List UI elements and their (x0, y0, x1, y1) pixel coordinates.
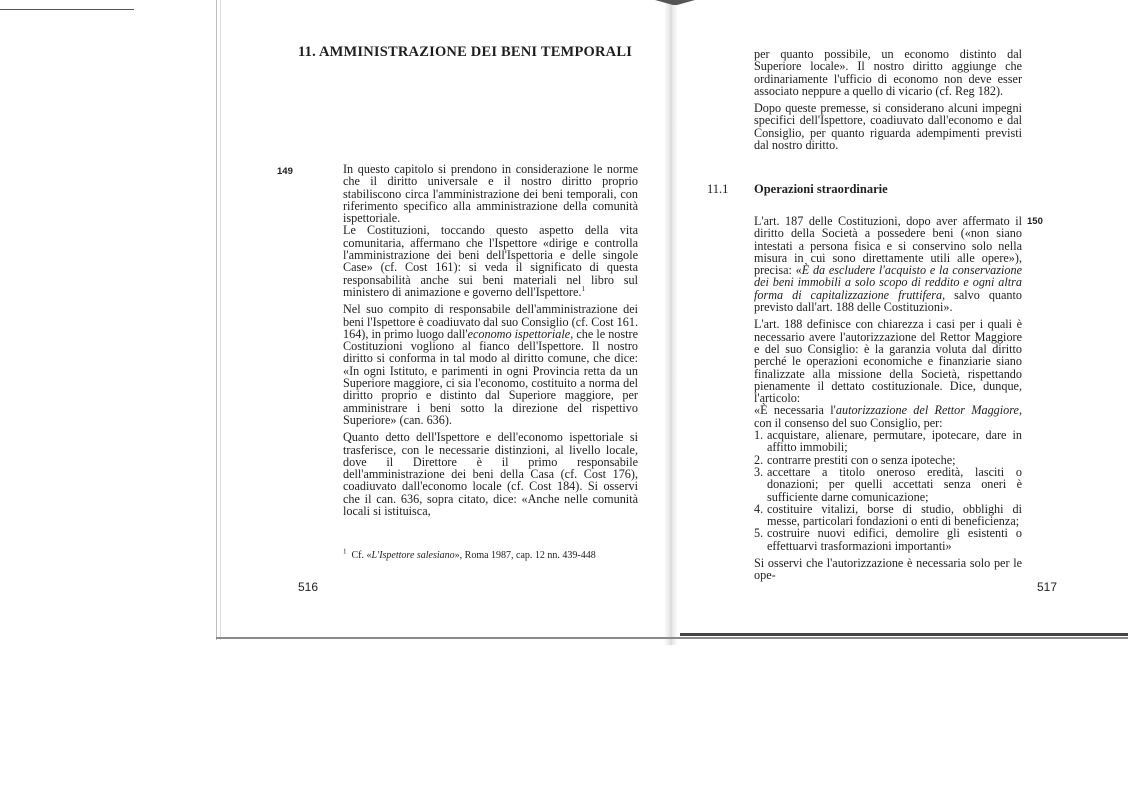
book-gutter (664, 0, 678, 645)
paragraph: In questo capitolo si prendono in considerazione le norme che il diritto universale e il nostro diritto proprio stabiliscono circa l'amministrazione dei beni temporali, con riferimento specifico alla amministrazione della comunità ispettoriale. (343, 162, 638, 226)
section-title: Operazioni straordinarie (754, 182, 888, 196)
scan-edge-line (0, 9, 134, 10)
quote-intro: «È necessaria l'autorizzazione del Rettor Maggiore, con il consenso del suo Consiglio, per: (754, 403, 1022, 430)
list-item: 5. costruire nuovi edifici, demolire gli esistenti o effettuarvi trasformazioni importanti» (754, 526, 1022, 553)
paragraph: Nel suo compito di responsabile dell'amministrazione dei beni l'Ispettore è coadiuvato dal suo Consiglio (cf. Cost 161. 164), in primo luogo dall'economo ispettoriale, che le nostre Costituzioni vogliono al fianco dell'Ispettore. Il nostro diritto si conforma in tal modo al diritto comune, che dice: «In ogni Istituto, e parimenti in ogni Provincia retta da un Superiore maggiore, ci sia l'economo, costituito a norma del diritto proprio e distinto dal Superiore maggiore, per amministrare i beni sotto la direzione del rispettivo Superiore» (can. 636). (343, 302, 638, 427)
gutter-shadow (655, 0, 695, 5)
paragraph: Dopo queste premesse, si considerano alcuni impegni specifici dell'Ispettore, coadiuvato dall'economo e dal Consiglio, per quanto riguarda adempimenti previsti dal nostro diritto. (754, 101, 1022, 153)
list-item: 4. costituire vitalizi, borse di studio, obblighi di messe, particolari fondazioni o enti di beneficienza; (754, 501, 1022, 529)
right-page-intro (754, 48, 1022, 156)
paragraph: per quanto possibile, un economo distinto dal Superiore locale». Il nostro diritto aggiunge che ordinariamente l'ufficio di economo non deve esser associato neppure a quello di vicario (cf. Reg 182). (754, 47, 1022, 98)
page-number-right: 517 (1037, 580, 1058, 594)
numbered-list (754, 429, 1022, 552)
footnote-marker: 1 (581, 284, 585, 293)
section-number: 11.1 (707, 182, 729, 196)
paragraph: L'art. 188 definisce con chiarezza i casi per i quali è necessario avere l'autorizzazione del Rettor Maggiore e del suo Consiglio: è la garanzia voluta dal diritto perché le operazioni economiche e finanziarie siano finalizzate alla missione della Società, rispettando pienamente il dettato costituzionale. Dice, dunque, l'articolo: (754, 317, 1022, 406)
right-page-body (754, 215, 1022, 587)
chapter-title: 11. AMMINISTRAZIONE DEI BENI TEMPORALI (298, 44, 633, 60)
page-number-left: 516 (298, 580, 319, 594)
paragraph: Quanto detto dell'Ispettore e dell'economo ispettoriale si trasferisce, con le necessarie distinzioni, al livello locale, dove il Direttore è il primo responsabile dell'amministrazione dei beni della Casa (cf. Cost 176), coadiuvato dall'economo locale (cf. Cost 184). Si osservi che il can. 636, sopra citato, dice: «Anche nelle comunità locali si istituisca, (343, 430, 638, 519)
list-item: 2. contrarre prestiti con o senza ipoteche; (754, 452, 956, 467)
paragraph: Si osservi che l'autorizzazione è necessaria solo per le ope- (754, 556, 1022, 583)
list-item: 1. acquistare, alienare, permutare, ipotecare, dare in affitto immobili; (754, 428, 1022, 455)
page-bottom-edge-right (680, 633, 1128, 636)
footnote: $^1$ Cf. «L'Ispettore salesiano», Roma 1987, cap. 12 nn. 439-448 (343, 547, 596, 561)
book-edge-inner (220, 0, 221, 640)
paragraph: L'art. 187 delle Costituzioni, dopo aver affermato il diritto della Società a possedere beni («non siano intestati a persona fisica e si conservino solo nella misura in cui sono direttamente utili alle opere»), precisa: «È da escludere l'acquisto e la conservazione dei beni immobili a solo scopo di reddito e ogni altra forma di capitalizzazione fruttifera, salvo quanto previsto dall'art. 188 delle Costituzioni». (754, 214, 1023, 315)
margin-number-right: 150 (1027, 216, 1043, 227)
page-bottom-edge (216, 637, 1128, 639)
list-item: 3. accettare a titolo oneroso eredità, lasciti o donazioni; per quelli accettati senza oneri è sufficiente darne comunicazione; (754, 464, 1022, 504)
left-page-body (343, 163, 638, 522)
book-edge (216, 0, 217, 640)
margin-number-left: 149 (277, 166, 293, 177)
paragraph: Le Costituzioni, toccando questo aspetto della vita comunitaria, affermano che l'Ispettore «dirige e controlla l'amministrazione dei beni dell'Ispettoria e delle singole Case» (cf. Cost 161): si veda il significato di questa responsabilità anche sui beni materiali nel libro sul ministero di animazione e governo dell'Ispettore.$^1$ (343, 223, 638, 299)
